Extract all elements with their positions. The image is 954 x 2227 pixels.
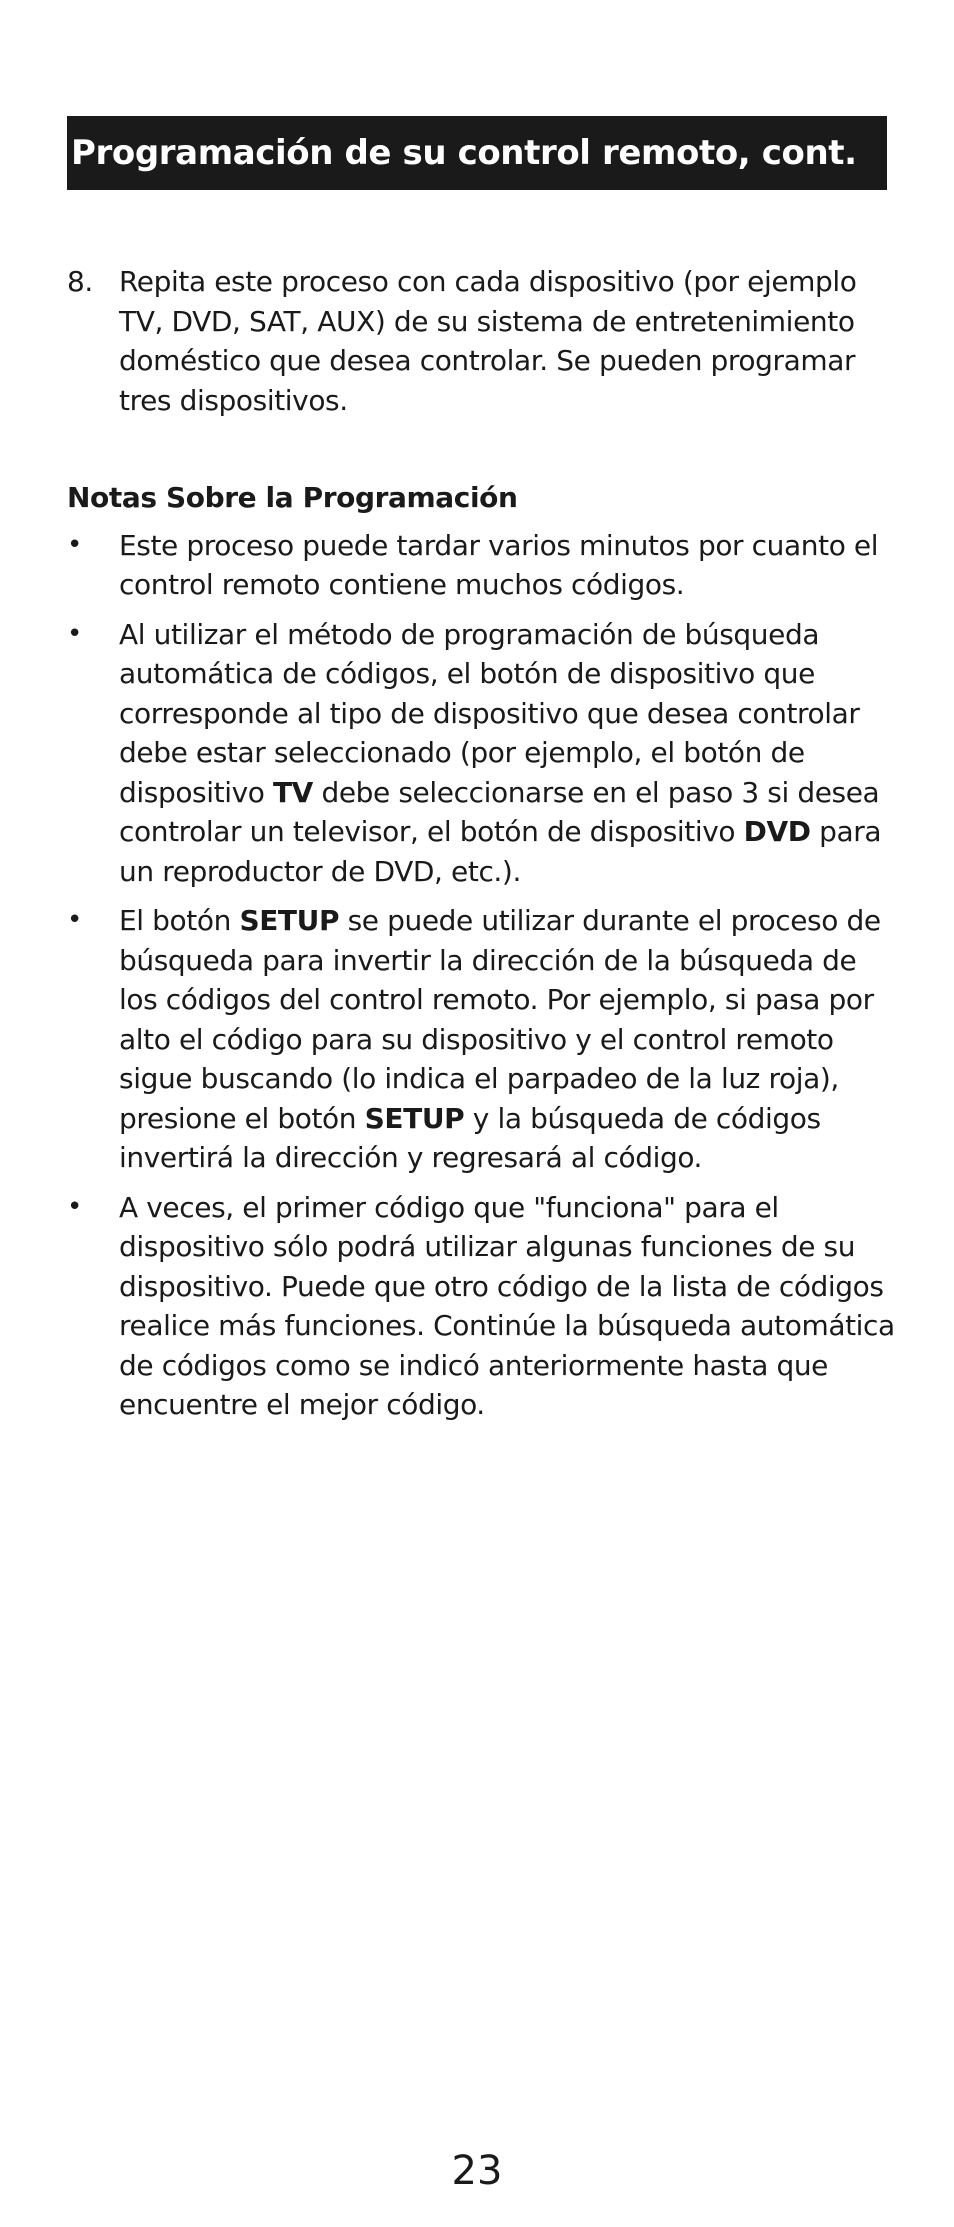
page-content <box>67 262 897 1435</box>
note-bullet-4 <box>67 1188 897 1425</box>
note-text: Este proceso puede tardar varios minutos por cuanto el control remoto contiene muchos códigos. <box>119 528 879 601</box>
step-text: Repita este proceso con cada dispositivo (por ejemplo TV, DVD, SAT, AUX) de su sistema de entretenimiento doméstico que desea controlar. Se pueden programar tres dispositivos. <box>119 265 857 417</box>
tv-button-label: TV <box>272 775 313 809</box>
note-bullet-3 <box>67 901 897 1178</box>
dvd-button-label: DVD <box>743 815 811 848</box>
bullet-icon: • <box>67 905 82 935</box>
section-title-bar <box>67 116 887 190</box>
section-title: Programación de su control remoto, cont. <box>71 133 857 173</box>
note-text-part: El botón <box>119 904 240 937</box>
notes-heading: Notas Sobre la Programación <box>67 481 518 514</box>
step-number: 8. <box>67 265 93 298</box>
note-text-part: y la búsqueda de códigos invertirá la dirección y regresará al código. <box>119 1101 821 1174</box>
bullet-icon: • <box>67 529 82 560</box>
note-text-part: debe seleccionarse en el paso 3 si desea controlar un televisor, el botón de dispositivo <box>119 775 880 848</box>
setup-button-label: SETUP <box>364 1101 465 1135</box>
setup-button-label: SETUP <box>239 904 340 937</box>
note-text-part: se puede utilizar durante el proceso de búsqueda para invertir la dirección de la búsqueda de los códigos del control remoto. Por ejemplo, si pasa por alto el código para su dispositivo y el control remoto sigue buscando (lo indica el parpadeo de la luz roja), presione el botón <box>119 904 881 1135</box>
bullet-icon: • <box>67 1191 82 1222</box>
note-text <box>119 615 897 892</box>
note-text <box>119 901 897 1178</box>
note-text: A veces, el primer código que "funciona" para el dispositivo sólo podrá utilizar algunas funciones de su dispositivo. Puede que otro código de la lista de códigos realice más funciones. Continúe la búsqueda automática de códigos como se indicó anteriormente hasta que encuentre el mejor código. <box>119 1190 895 1421</box>
note-text-part: Al utilizar el método de programación de búsqueda automática de códigos, el botón de dispositivo que corresponde al tipo de dispositivo que desea controlar debe estar seleccionado (por ejemplo, el botón de dispositivo <box>119 617 860 809</box>
note-bullet-2 <box>67 615 897 892</box>
bullet-icon: • <box>67 618 82 649</box>
note-bullet-1 <box>67 526 897 605</box>
note-text-part: para un reproductor de DVD, etc.). <box>119 815 882 888</box>
step-8 <box>67 262 897 420</box>
page-number: 23 <box>451 2148 503 2194</box>
